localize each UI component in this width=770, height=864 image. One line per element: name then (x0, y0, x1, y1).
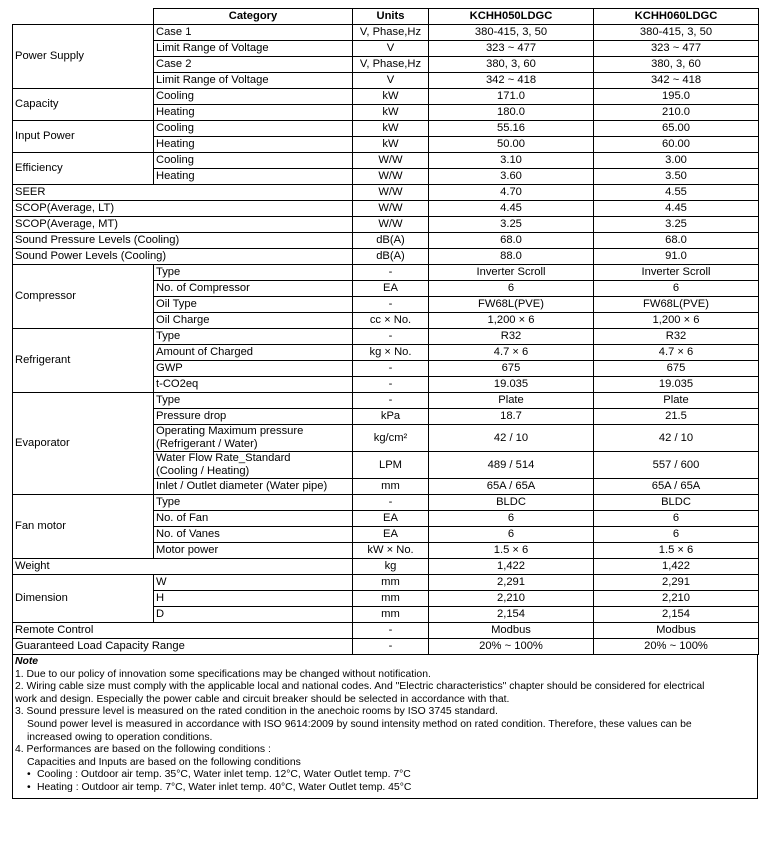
unit-cell: W/W (353, 217, 429, 233)
table-row (13, 265, 759, 281)
group-label: Power Supply (13, 25, 154, 89)
model-1-value: FW68L(PVE) (429, 297, 594, 313)
group-label: Compressor (13, 265, 154, 329)
unit-cell: mm (353, 479, 429, 495)
spec-body (13, 25, 759, 655)
model-1-value: Modbus (429, 623, 594, 639)
model-2-value: 4.45 (594, 201, 759, 217)
model-2-value: 3.00 (594, 153, 759, 169)
row-label: Sound Pressure Levels (Cooling) (13, 233, 353, 249)
unit-cell: W/W (353, 169, 429, 185)
row-label: Heating (154, 169, 353, 185)
header-units: Units (353, 9, 429, 25)
unit-cell: - (353, 361, 429, 377)
model-2-value: 19.035 (594, 377, 759, 393)
model-2-value: Modbus (594, 623, 759, 639)
model-2-value: 42 / 10 (594, 425, 759, 452)
row-label: Case 1 (154, 25, 353, 41)
header-category: Category (154, 9, 353, 25)
row-label: Guaranteed Load Capacity Range (13, 639, 353, 655)
row-label: Remote Control (13, 623, 353, 639)
specification-table (12, 8, 759, 655)
model-2-value: Plate (594, 393, 759, 409)
row-label: Type (154, 329, 353, 345)
row-label: Cooling (154, 89, 353, 105)
model-2-value: 68.0 (594, 233, 759, 249)
model-1-value: 68.0 (429, 233, 594, 249)
table-row (13, 329, 759, 345)
table-row (13, 217, 759, 233)
model-2-value: 1,422 (594, 559, 759, 575)
model-1-value: R32 (429, 329, 594, 345)
unit-cell: V, Phase,Hz (353, 25, 429, 41)
model-1-value: 55.16 (429, 121, 594, 137)
unit-cell: V, Phase,Hz (353, 57, 429, 73)
row-label: No. of Compressor (154, 281, 353, 297)
unit-cell: dB(A) (353, 249, 429, 265)
model-1-value: 4.45 (429, 201, 594, 217)
bullet-cooling-text: Cooling : Outdoor air temp. 35°C, Water inlet temp. 12°C, Water Outlet temp. 7°C (37, 769, 411, 781)
model-2-value: 2,291 (594, 575, 759, 591)
model-1-value: 6 (429, 511, 594, 527)
header-row (13, 9, 759, 25)
note-3-line-3: increased owing to operation conditions. (27, 731, 213, 743)
bullet-dot: • (27, 781, 31, 793)
model-1-value: 342 ~ 418 (429, 73, 594, 89)
model-2-value: FW68L(PVE) (594, 297, 759, 313)
model-2-value: 2,210 (594, 591, 759, 607)
table-row (13, 233, 759, 249)
row-label (154, 452, 353, 479)
model-1-value: 3.60 (429, 169, 594, 185)
bullet-heating-text: Heating : Outdoor air temp. 7°C, Water inlet temp. 40°C, Water Outlet temp. 45°C (37, 781, 412, 793)
unit-cell: EA (353, 281, 429, 297)
table-row (13, 393, 759, 409)
model-1-value: 3.10 (429, 153, 594, 169)
model-2-value: 342 ~ 418 (594, 73, 759, 89)
table-row (13, 89, 759, 105)
unit-cell: W/W (353, 185, 429, 201)
model-2-value: BLDC (594, 495, 759, 511)
row-label: Inlet / Outlet diameter (Water pipe) (154, 479, 353, 495)
model-1-value: 2,154 (429, 607, 594, 623)
group-label: Efficiency (13, 153, 154, 185)
unit-cell: - (353, 393, 429, 409)
table-row (13, 185, 759, 201)
unit-cell: kg/cm² (353, 425, 429, 452)
row-label: t-CO2eq (154, 377, 353, 393)
unit-cell: kW (353, 89, 429, 105)
model-2-value: 20% ~ 100% (594, 639, 759, 655)
model-1-value: 323 ~ 477 (429, 41, 594, 57)
row-label: Limit Range of Voltage (154, 41, 353, 57)
row-label: Motor power (154, 543, 353, 559)
model-2-value: 65A / 65A (594, 479, 759, 495)
unit-cell: V (353, 41, 429, 57)
unit-cell: - (353, 639, 429, 655)
note-4-line-2: Capacities and Inputs are based on the following conditions (27, 756, 301, 768)
table-row (13, 623, 759, 639)
model-2-value: 323 ~ 477 (594, 41, 759, 57)
model-2-value: R32 (594, 329, 759, 345)
unit-cell: kW (353, 137, 429, 153)
model-2-value: Inverter Scroll (594, 265, 759, 281)
model-1-value: Inverter Scroll (429, 265, 594, 281)
model-2-value: 4.55 (594, 185, 759, 201)
model-2-value: 91.0 (594, 249, 759, 265)
table-row (13, 249, 759, 265)
group-label: Fan motor (13, 495, 154, 559)
note-4-line-1: 4. Performances are based on the following conditions : (15, 744, 271, 756)
row-label: No. of Fan (154, 511, 353, 527)
model-1-value: 42 / 10 (429, 425, 594, 452)
model-1-value: 4.7 × 6 (429, 345, 594, 361)
table-row (13, 201, 759, 217)
unit-cell: mm (353, 575, 429, 591)
unit-cell: - (353, 377, 429, 393)
model-1-value: 20% ~ 100% (429, 639, 594, 655)
row-label: W (154, 575, 353, 591)
model-1-value: 1,422 (429, 559, 594, 575)
model-2-value: 195.0 (594, 89, 759, 105)
unit-cell: V (353, 73, 429, 89)
notes-section (12, 655, 758, 799)
row-label: No. of Vanes (154, 527, 353, 543)
group-label: Dimension (13, 575, 154, 623)
table-row (13, 575, 759, 591)
unit-cell: - (353, 329, 429, 345)
row-label: Type (154, 495, 353, 511)
unit-cell: mm (353, 591, 429, 607)
model-2-value: 60.00 (594, 137, 759, 153)
unit-cell: - (353, 623, 429, 639)
model-1-value: 6 (429, 527, 594, 543)
row-label-line-1: Water Flow Rate_Standard (156, 452, 291, 464)
model-2-value: 3.50 (594, 169, 759, 185)
model-2-value: 6 (594, 281, 759, 297)
unit-cell: cc × No. (353, 313, 429, 329)
note-2-line-2: work and design. Especially the power cable and circuit breaker should be selected in accordance with that. (15, 693, 510, 705)
group-label: Input Power (13, 121, 154, 153)
model-2-value: 210.0 (594, 105, 759, 121)
model-1-value: BLDC (429, 495, 594, 511)
unit-cell: - (353, 265, 429, 281)
unit-cell: kW (353, 121, 429, 137)
row-label: Heating (154, 137, 353, 153)
row-label: Heating (154, 105, 353, 121)
model-1-value: 380, 3, 60 (429, 57, 594, 73)
model-1-value: Plate (429, 393, 594, 409)
row-label: Weight (13, 559, 353, 575)
note-3-line-1: 3. Sound pressure level is measured on the rated condition in the anechoic rooms by ISO 3745 standard. (15, 706, 498, 718)
row-label: Type (154, 265, 353, 281)
row-label: GWP (154, 361, 353, 377)
bullet-dot: • (27, 769, 31, 781)
table-row (13, 153, 759, 169)
table-row (13, 25, 759, 41)
model-1-value: 65A / 65A (429, 479, 594, 495)
unit-cell: W/W (353, 201, 429, 217)
unit-cell: dB(A) (353, 233, 429, 249)
model-1-value: 19.035 (429, 377, 594, 393)
row-label: Amount of Charged (154, 345, 353, 361)
group-label: Evaporator (13, 393, 154, 495)
row-label: H (154, 591, 353, 607)
row-label: D (154, 607, 353, 623)
note-3-line-2: Sound power level is measured in accordance with ISO 9614:2009 by sound intensity method on rated condition. Therefore, these values can be (27, 718, 692, 730)
row-label: SCOP(Average, LT) (13, 201, 353, 217)
unit-cell: - (353, 495, 429, 511)
row-label-line-2: (Refrigerant / Water) (156, 438, 258, 450)
model-2-value: 675 (594, 361, 759, 377)
model-2-value: 1,200 × 6 (594, 313, 759, 329)
row-label: SCOP(Average, MT) (13, 217, 353, 233)
model-2-value: 21.5 (594, 409, 759, 425)
note-2-line-1: 2. Wiring cable size must comply with the applicable local and national codes. And "Electric characteristics" chapter should be considered for electrical (15, 681, 705, 693)
model-2-value: 2,154 (594, 607, 759, 623)
row-label: Case 2 (154, 57, 353, 73)
row-label: Type (154, 393, 353, 409)
unit-cell: LPM (353, 452, 429, 479)
model-2-value: 6 (594, 527, 759, 543)
row-label: Oil Type (154, 297, 353, 313)
spec-sheet (12, 8, 758, 799)
row-label-line-1: Operating Maximum pressure (156, 425, 304, 437)
model-1-value: 171.0 (429, 89, 594, 105)
model-1-value: 88.0 (429, 249, 594, 265)
model-2-value: 380-415, 3, 50 (594, 25, 759, 41)
unit-cell: kW (353, 105, 429, 121)
table-row (13, 121, 759, 137)
model-1-value: 50.00 (429, 137, 594, 153)
model-1-value: 489 / 514 (429, 452, 594, 479)
model-2-value: 1.5 × 6 (594, 543, 759, 559)
row-label: Pressure drop (154, 409, 353, 425)
note-1: 1. Due to our policy of innovation some specifications may be changed without notification. (15, 668, 431, 680)
row-label: Cooling (154, 153, 353, 169)
header-model-2: KCHH060LDGC (594, 9, 759, 25)
model-2-value: 380, 3, 60 (594, 57, 759, 73)
model-1-value: 1,200 × 6 (429, 313, 594, 329)
unit-cell: EA (353, 527, 429, 543)
unit-cell: kg × No. (353, 345, 429, 361)
unit-cell: kW × No. (353, 543, 429, 559)
unit-cell: kPa (353, 409, 429, 425)
group-label: Refrigerant (13, 329, 154, 393)
table-row (13, 639, 759, 655)
row-label-line-2: (Cooling / Heating) (156, 465, 250, 477)
model-1-value: 4.70 (429, 185, 594, 201)
model-1-value: 18.7 (429, 409, 594, 425)
model-2-value: 4.7 × 6 (594, 345, 759, 361)
model-2-value: 6 (594, 511, 759, 527)
model-2-value: 3.25 (594, 217, 759, 233)
model-1-value: 2,291 (429, 575, 594, 591)
table-row (13, 559, 759, 575)
row-label: Cooling (154, 121, 353, 137)
unit-cell: mm (353, 607, 429, 623)
model-1-value: 380-415, 3, 50 (429, 25, 594, 41)
model-1-value: 6 (429, 281, 594, 297)
model-2-value: 557 / 600 (594, 452, 759, 479)
row-label: SEER (13, 185, 353, 201)
model-1-value: 180.0 (429, 105, 594, 121)
header-model-1: KCHH050LDGC (429, 9, 594, 25)
row-label: Sound Power Levels (Cooling) (13, 249, 353, 265)
row-label: Limit Range of Voltage (154, 73, 353, 89)
unit-cell: EA (353, 511, 429, 527)
note-bullet-heating (13, 782, 757, 795)
model-1-value: 2,210 (429, 591, 594, 607)
row-label: Oil Charge (154, 313, 353, 329)
model-1-value: 675 (429, 361, 594, 377)
note-bullet-cooling (13, 769, 757, 782)
unit-cell: kg (353, 559, 429, 575)
model-1-value: 3.25 (429, 217, 594, 233)
table-row (13, 495, 759, 511)
model-1-value: 1.5 × 6 (429, 543, 594, 559)
group-label: Capacity (13, 89, 154, 121)
model-2-value: 65.00 (594, 121, 759, 137)
unit-cell: W/W (353, 153, 429, 169)
unit-cell: - (353, 297, 429, 313)
header-blank (13, 9, 154, 25)
notes-title: Note (15, 656, 39, 667)
row-label (154, 425, 353, 452)
